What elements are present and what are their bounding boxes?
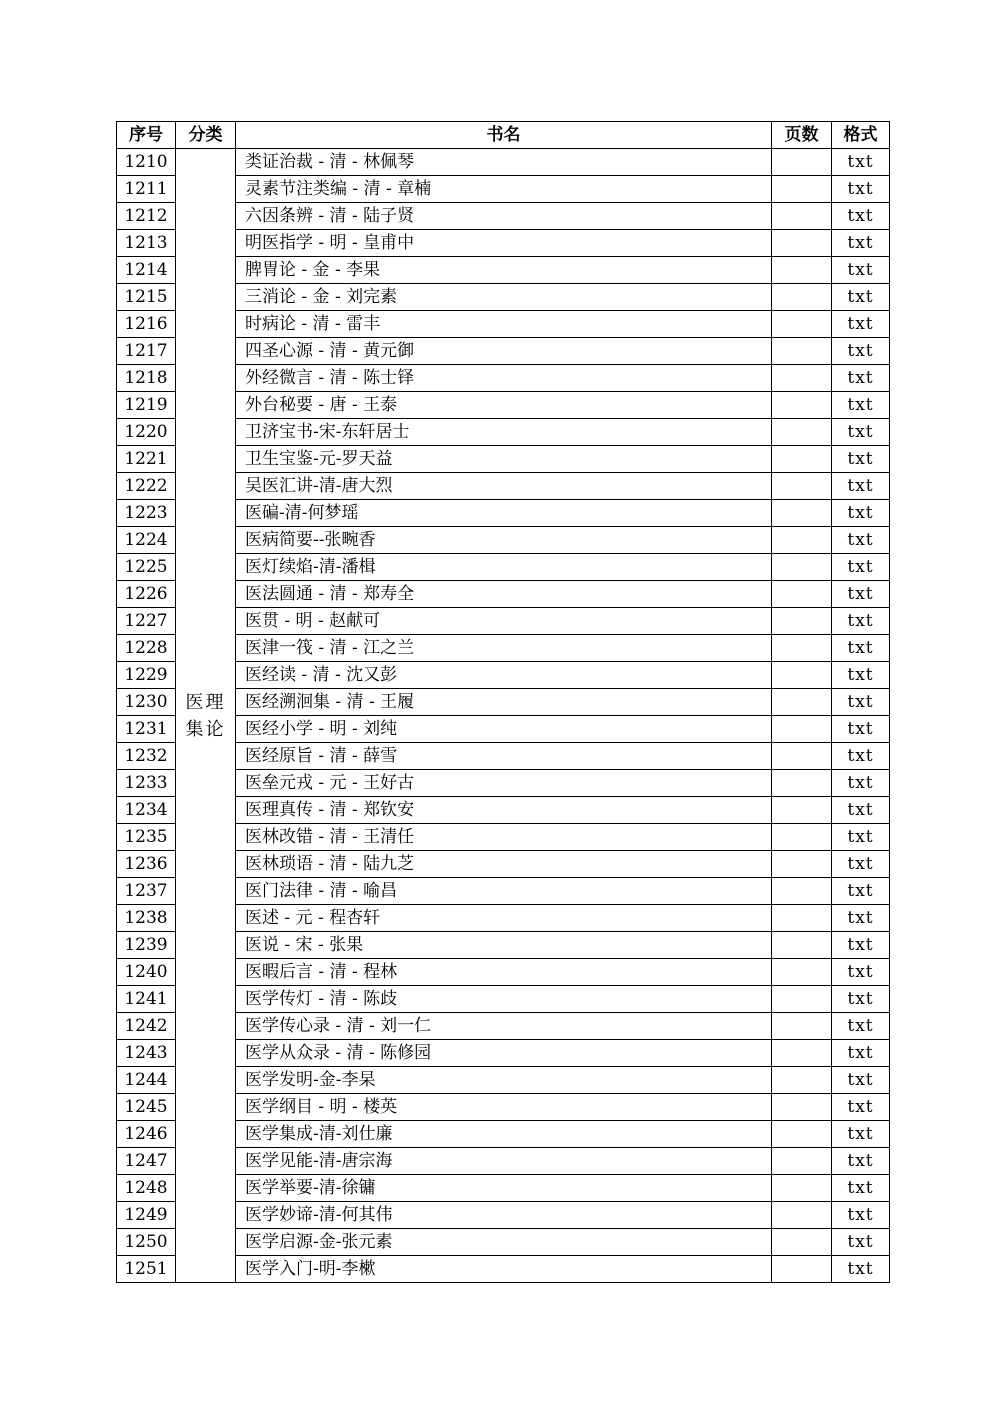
- row-pages: [772, 311, 832, 338]
- row-format: txt: [832, 1175, 890, 1202]
- category-label-line2: 集论: [185, 718, 226, 740]
- row-title: 医法圆通 - 清 - 郑寿全: [236, 581, 772, 608]
- row-pages: [772, 446, 832, 473]
- row-format: txt: [832, 1040, 890, 1067]
- row-seq: 1236: [117, 851, 176, 878]
- row-format: txt: [832, 1121, 890, 1148]
- header-pages: 页数: [772, 122, 832, 149]
- row-format: txt: [832, 581, 890, 608]
- row-title: 医学妙谛-清-何其伟: [236, 1202, 772, 1229]
- book-catalog-table: [116, 121, 890, 1283]
- row-title: 明医指学 - 明 - 皇甫中: [236, 230, 772, 257]
- row-title: 三消论 - 金 - 刘完素: [236, 284, 772, 311]
- header-row: [117, 122, 890, 149]
- row-title: 医学传心录 - 清 - 刘一仁: [236, 1013, 772, 1040]
- row-seq: 1210: [117, 149, 176, 176]
- row-seq: 1247: [117, 1148, 176, 1175]
- row-pages: [772, 1013, 832, 1040]
- row-seq: 1223: [117, 500, 176, 527]
- row-format: txt: [832, 824, 890, 851]
- row-pages: [772, 1121, 832, 1148]
- row-format: txt: [832, 527, 890, 554]
- row-pages: [772, 662, 832, 689]
- row-title: 外经微言 - 清 - 陈士铎: [236, 365, 772, 392]
- row-seq: 1215: [117, 284, 176, 311]
- row-title: 医学从众录 - 清 - 陈修园: [236, 1040, 772, 1067]
- row-title: 医门法律 - 清 - 喻昌: [236, 878, 772, 905]
- row-seq: 1228: [117, 635, 176, 662]
- row-seq: 1243: [117, 1040, 176, 1067]
- row-format: txt: [832, 851, 890, 878]
- row-format: txt: [832, 230, 890, 257]
- row-seq: 1235: [117, 824, 176, 851]
- row-title: 医理真传 - 清 - 郑钦安: [236, 797, 772, 824]
- row-title: 脾胃论 - 金 - 李果: [236, 257, 772, 284]
- row-title: 四圣心源 - 清 - 黄元御: [236, 338, 772, 365]
- row-pages: [772, 284, 832, 311]
- row-format: txt: [832, 878, 890, 905]
- row-seq: 1213: [117, 230, 176, 257]
- row-seq: 1214: [117, 257, 176, 284]
- row-pages: [772, 959, 832, 986]
- row-format: txt: [832, 338, 890, 365]
- row-seq: 1250: [117, 1229, 176, 1256]
- row-pages: [772, 1175, 832, 1202]
- row-title: 医林改错 - 清 - 王清任: [236, 824, 772, 851]
- row-title: 医津一筏 - 清 - 江之兰: [236, 635, 772, 662]
- header-format: 格式: [832, 122, 890, 149]
- row-seq: 1246: [117, 1121, 176, 1148]
- table-body: [117, 149, 890, 1283]
- row-format: txt: [832, 905, 890, 932]
- row-pages: [772, 608, 832, 635]
- row-seq: 1212: [117, 203, 176, 230]
- row-format: txt: [832, 1256, 890, 1283]
- row-format: txt: [832, 473, 890, 500]
- row-pages: [772, 1202, 832, 1229]
- row-title: 医述 - 元 - 程杏轩: [236, 905, 772, 932]
- row-format: txt: [832, 257, 890, 284]
- row-seq: 1227: [117, 608, 176, 635]
- row-format: txt: [832, 1148, 890, 1175]
- category-cell: [176, 149, 236, 1283]
- row-title: 医学发明-金-李杲: [236, 1067, 772, 1094]
- row-format: txt: [832, 284, 890, 311]
- row-title: 医学传灯 - 清 - 陈歧: [236, 986, 772, 1013]
- row-pages: [772, 338, 832, 365]
- row-title: 卫济宝书-宋-东轩居士: [236, 419, 772, 446]
- row-pages: [772, 1040, 832, 1067]
- row-seq: 1244: [117, 1067, 176, 1094]
- row-title: 医暇后言 - 清 - 程林: [236, 959, 772, 986]
- row-title: 灵素节注类编 - 清 - 章楠: [236, 176, 772, 203]
- row-title: 六因条辨 - 清 - 陆子贤: [236, 203, 772, 230]
- row-format: txt: [832, 176, 890, 203]
- row-seq: 1239: [117, 932, 176, 959]
- row-pages: [772, 1067, 832, 1094]
- row-pages: [772, 365, 832, 392]
- row-pages: [772, 1256, 832, 1283]
- row-title: 医学集成-清-刘仕廉: [236, 1121, 772, 1148]
- row-seq: 1240: [117, 959, 176, 986]
- row-title: 医病简要--张畹香: [236, 527, 772, 554]
- row-format: txt: [832, 1229, 890, 1256]
- row-seq: 1229: [117, 662, 176, 689]
- row-format: txt: [832, 554, 890, 581]
- row-seq: 1211: [117, 176, 176, 203]
- row-pages: [772, 473, 832, 500]
- row-title: 医贯 - 明 - 赵献可: [236, 608, 772, 635]
- row-seq: 1221: [117, 446, 176, 473]
- row-title: 类证治裁 - 清 - 林佩琴: [236, 149, 772, 176]
- row-title: 医林琐语 - 清 - 陆九芝: [236, 851, 772, 878]
- row-seq: 1226: [117, 581, 176, 608]
- row-title: 医学纲目 - 明 - 楼英: [236, 1094, 772, 1121]
- row-format: txt: [832, 419, 890, 446]
- header-category: 分类: [176, 122, 236, 149]
- row-format: txt: [832, 149, 890, 176]
- row-format: txt: [832, 770, 890, 797]
- row-format: txt: [832, 662, 890, 689]
- row-pages: [772, 797, 832, 824]
- row-seq: 1222: [117, 473, 176, 500]
- row-seq: 1224: [117, 527, 176, 554]
- row-format: txt: [832, 797, 890, 824]
- row-format: txt: [832, 365, 890, 392]
- row-title: 医学举要-清-徐镛: [236, 1175, 772, 1202]
- row-format: txt: [832, 311, 890, 338]
- row-format: txt: [832, 1094, 890, 1121]
- row-pages: [772, 770, 832, 797]
- row-seq: 1251: [117, 1256, 176, 1283]
- row-seq: 1225: [117, 554, 176, 581]
- row-seq: 1242: [117, 1013, 176, 1040]
- row-pages: [772, 203, 832, 230]
- row-pages: [772, 257, 832, 284]
- row-format: txt: [832, 1067, 890, 1094]
- category-label-line1: 医理: [185, 691, 226, 713]
- row-pages: [772, 1094, 832, 1121]
- row-seq: 1249: [117, 1202, 176, 1229]
- row-format: txt: [832, 203, 890, 230]
- row-seq: 1220: [117, 419, 176, 446]
- row-pages: [772, 230, 832, 257]
- row-seq: 1237: [117, 878, 176, 905]
- row-title: 外台秘要 - 唐 - 王泰: [236, 392, 772, 419]
- table-row: [117, 149, 890, 176]
- header-title: 书名: [236, 122, 772, 149]
- row-pages: [772, 500, 832, 527]
- row-pages: [772, 878, 832, 905]
- row-pages: [772, 743, 832, 770]
- row-title: 医碥-清-何梦瑶: [236, 500, 772, 527]
- row-title: 医经原旨 - 清 - 薛雪: [236, 743, 772, 770]
- header-seq: 序号: [117, 122, 176, 149]
- row-format: txt: [832, 689, 890, 716]
- row-seq: 1234: [117, 797, 176, 824]
- row-title: 医学见能-清-唐宗海: [236, 1148, 772, 1175]
- row-pages: [772, 176, 832, 203]
- row-title: 医经读 - 清 - 沈又彭: [236, 662, 772, 689]
- row-pages: [772, 392, 832, 419]
- row-seq: 1248: [117, 1175, 176, 1202]
- row-pages: [772, 905, 832, 932]
- row-format: txt: [832, 932, 890, 959]
- row-format: txt: [832, 959, 890, 986]
- row-title: 医经小学 - 明 - 刘纯: [236, 716, 772, 743]
- row-title: 医垒元戎 - 元 - 王好古: [236, 770, 772, 797]
- row-pages: [772, 932, 832, 959]
- row-seq: 1238: [117, 905, 176, 932]
- row-format: txt: [832, 608, 890, 635]
- row-seq: 1216: [117, 311, 176, 338]
- row-pages: [772, 635, 832, 662]
- row-format: txt: [832, 446, 890, 473]
- row-format: txt: [832, 500, 890, 527]
- row-title: 医说 - 宋 - 张果: [236, 932, 772, 959]
- row-seq: 1218: [117, 365, 176, 392]
- row-pages: [772, 419, 832, 446]
- row-pages: [772, 716, 832, 743]
- row-seq: 1241: [117, 986, 176, 1013]
- row-pages: [772, 689, 832, 716]
- row-title: 医学启源-金-张元素: [236, 1229, 772, 1256]
- row-title: 卫生宝鉴-元-罗天益: [236, 446, 772, 473]
- row-seq: 1233: [117, 770, 176, 797]
- row-pages: [772, 851, 832, 878]
- row-format: txt: [832, 986, 890, 1013]
- row-pages: [772, 1148, 832, 1175]
- row-seq: 1230: [117, 689, 176, 716]
- row-title: 医学入门-明-李樕: [236, 1256, 772, 1283]
- row-format: txt: [832, 635, 890, 662]
- row-pages: [772, 581, 832, 608]
- row-format: txt: [832, 716, 890, 743]
- row-format: txt: [832, 1013, 890, 1040]
- row-pages: [772, 986, 832, 1013]
- row-pages: [772, 554, 832, 581]
- row-format: txt: [832, 392, 890, 419]
- row-title: 时病论 - 清 - 雷丰: [236, 311, 772, 338]
- row-pages: [772, 824, 832, 851]
- row-seq: 1245: [117, 1094, 176, 1121]
- row-title: 吴医汇讲-清-唐大烈: [236, 473, 772, 500]
- row-seq: 1231: [117, 716, 176, 743]
- row-seq: 1219: [117, 392, 176, 419]
- row-title: 医灯续焰-清-潘楫: [236, 554, 772, 581]
- row-seq: 1217: [117, 338, 176, 365]
- row-pages: [772, 149, 832, 176]
- row-pages: [772, 1229, 832, 1256]
- row-title: 医经溯洄集 - 清 - 王履: [236, 689, 772, 716]
- row-format: txt: [832, 743, 890, 770]
- row-seq: 1232: [117, 743, 176, 770]
- row-pages: [772, 527, 832, 554]
- row-format: txt: [832, 1202, 890, 1229]
